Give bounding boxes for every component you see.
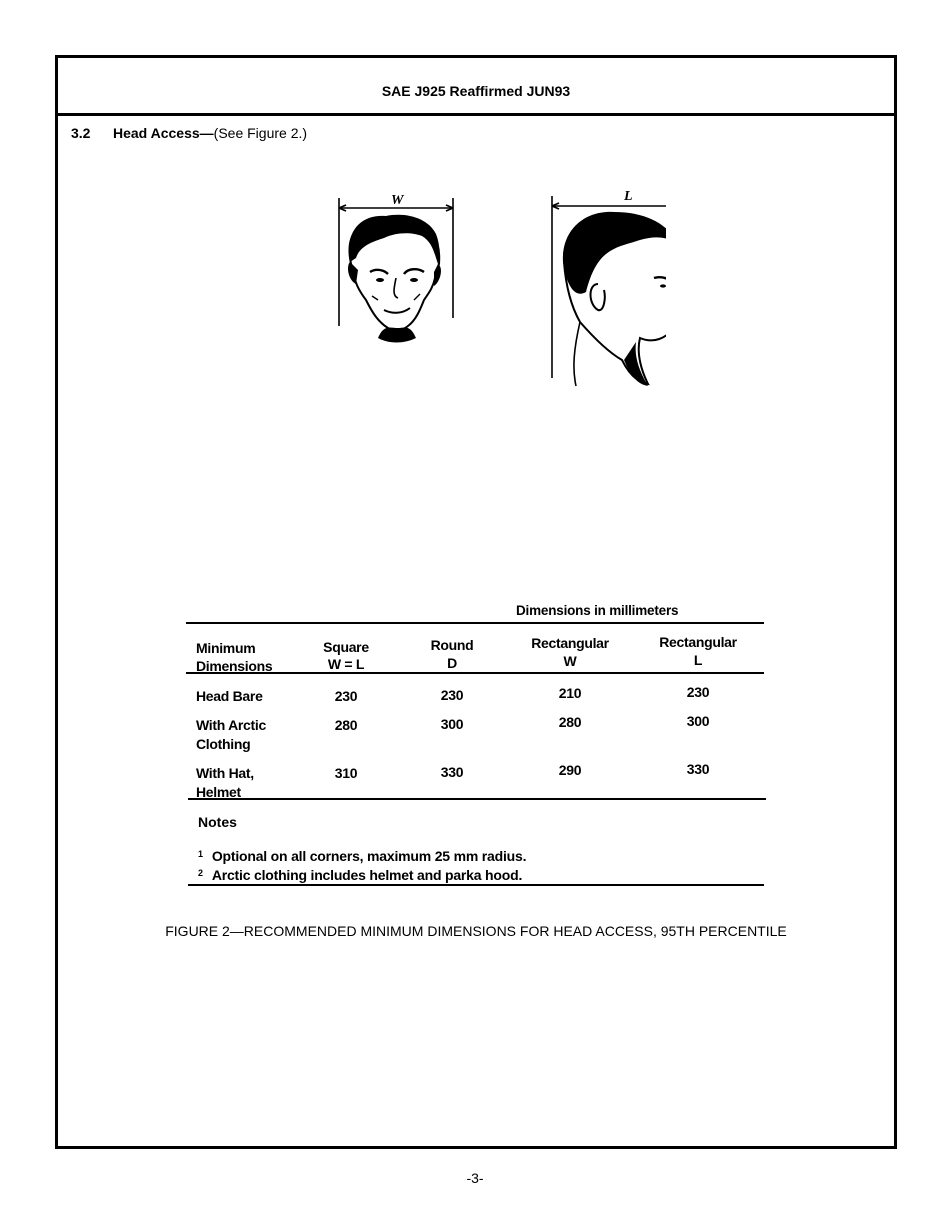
row-header-line1: Minimum [196,640,256,656]
col-rect-w-line2: W [563,653,577,669]
table-bottom-rule [188,884,764,886]
note-mark: 2 [198,868,203,878]
head-dimension-illustration [336,188,666,403]
row-arctic-label-line1: With Arctic [196,717,266,733]
note-1 [198,848,526,864]
cell: 230 [686,684,710,700]
page-frame [55,55,897,1149]
table-header-rule [186,672,764,674]
row-header-line2: Dimensions [196,658,273,674]
header-band [58,58,894,116]
cell: 310 [334,765,358,781]
section-number: 3.2 [71,125,91,141]
col-square-line2: W = L [327,656,365,672]
table-body-rule [188,798,766,800]
side-head-icon [563,212,666,386]
cell: 230 [334,688,358,704]
row-arctic-label-line2: Clothing [196,736,251,752]
row-head-bare-label: Head Bare [196,688,263,704]
col-rect-l-line2: L [693,652,703,668]
note-2 [198,867,522,883]
col-rect-w-line1: Rectangular [531,635,609,651]
col-round-line2: D [447,655,457,671]
row-hat-label-line2: Helmet [196,784,241,800]
section-title: Head Access— [113,125,214,141]
cell: 210 [558,685,582,701]
col-round-line1: Round [430,637,474,653]
table-caption: Dimensions in millimeters [516,603,679,618]
col-square-line1: Square [323,639,369,655]
section-heading [71,125,307,141]
cell: 300 [440,716,464,732]
note-text: Optional on all corners, maximum 25 mm radius. [211,848,527,864]
cell: 230 [440,687,464,703]
note-text: Arctic clothing includes helmet and parka hood. [211,867,523,883]
width-label: W [391,193,404,208]
table-top-rule [186,622,764,624]
section-reference: (See Figure 2.) [213,125,308,141]
length-label: L [624,189,633,204]
notes-title: Notes [198,814,237,830]
cell: 330 [686,761,710,777]
cell: 330 [440,764,464,780]
row-hat-label-line1: With Hat, [196,765,254,781]
cell: 280 [558,714,582,730]
note-mark: 1 [198,849,203,859]
col-rect-l-line1: Rectangular [659,634,737,650]
cell: 290 [558,762,582,778]
figure-caption: FIGURE 2—RECOMMENDED MINIMUM DIMENSIONS FOR HEAD ACCESS, 95TH PERCENTILE [165,923,787,939]
page-number: -3- [466,1170,484,1186]
cell: 300 [686,713,710,729]
cell: 280 [334,717,358,733]
front-head-icon [348,215,441,343]
document-header: SAE J925 Reaffirmed JUN93 [381,83,571,99]
